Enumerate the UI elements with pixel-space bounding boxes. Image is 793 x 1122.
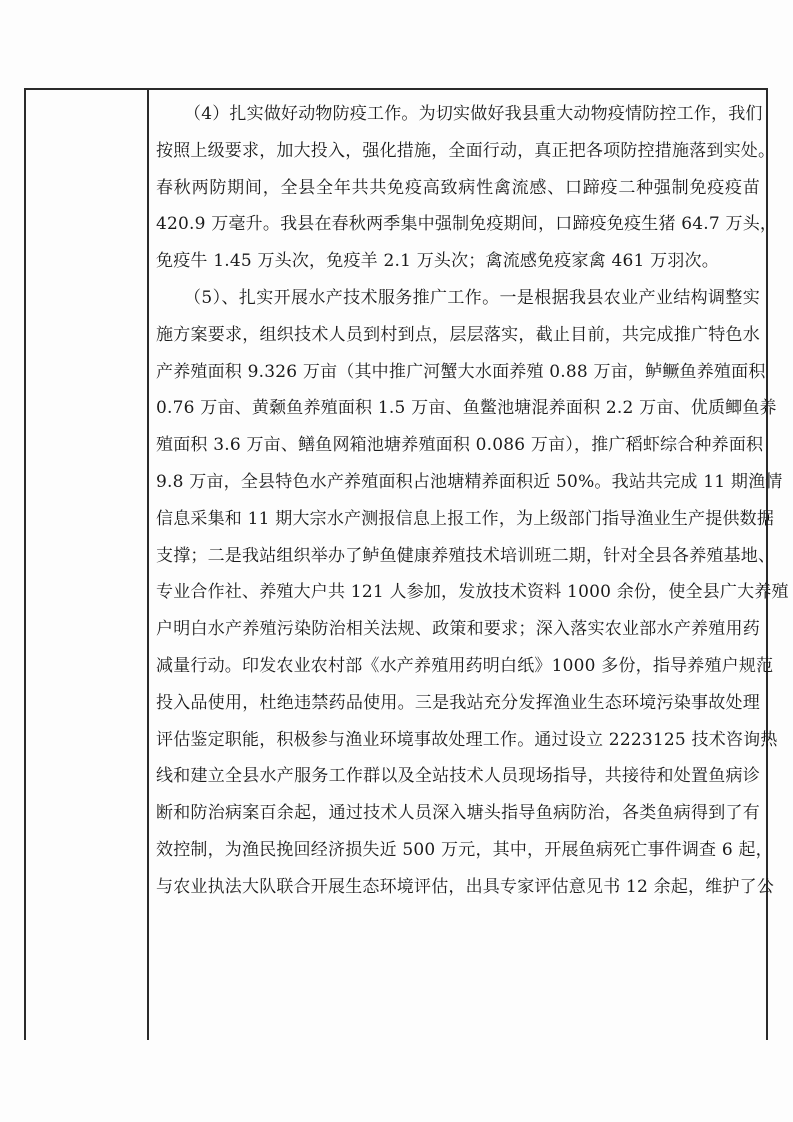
text-line: 免疫牛 1.45 万头次，免疫羊 2.1 万头次；禽流感免疫家禽 461 万羽次。 xyxy=(156,251,719,272)
text-line: 春秋两防期间，全县全年共共免疫高致病性禽流感、口蹄疫二种强制免疫疫苗 xyxy=(156,177,760,198)
text-line: 断和防治病案百余起，通过技术人员深入塘头指导鱼病防治，各类鱼病得到了有 xyxy=(156,803,760,824)
text-line: 420.9 万毫升。我县在春秋两季集中强制免疫期间，口蹄疫免疫生猪 64.7 万头， xyxy=(156,214,778,235)
text-line: 殖面积 3.6 万亩、鳝鱼网箱池塘养殖面积 0.086 万亩），推广稻虾综合种养面积 xyxy=(156,435,764,456)
text-line: 信息采集和 11 期大宗水产测报信息上报工作，为上级部门指导渔业生产提供数据 xyxy=(156,508,775,529)
text-line: 0.76 万亩、黄颡鱼养殖面积 1.5 万亩、鱼鳖池塘混养面积 2.2 万亩、优质鲫鱼养 xyxy=(156,398,777,419)
text-line: 户明白水产养殖污染防治相关法规、政策和要求；深入落实农业部水产养殖用药 xyxy=(156,619,760,640)
text-line: （4）扎实做好动物防疫工作。为切实做好我县重大动物疫情防控工作，我们 xyxy=(184,104,763,124)
text-line: 按照上级要求，加大投入，强化措施，全面行动，真正把各项防控措施落到实处。 xyxy=(156,140,776,161)
text-line: 与农业执法大队联合开展生态环境评估，出具专家评估意见书 12 余起，维护了公 xyxy=(156,876,775,897)
text-line: 效控制，为渔民挽回经济损失近 500 万元，其中，开展鱼病死亡事件调查 6 起， xyxy=(156,839,773,860)
text-line: 专业合作社、养殖大户共 121 人参加，发放技术资料 1000 余份，使全县广大养殖 xyxy=(156,582,789,603)
text-line: 评估鉴定职能，积极参与渔业环境事故处理工作。通过设立 2223125 技术咨询热 xyxy=(156,729,778,750)
text-line: 施方案要求，组织技术人员到村到点，层层落实，截止目前，共完成推广特色水 xyxy=(156,324,760,345)
table-label-cell xyxy=(26,90,146,1040)
text-line: 产养殖面积 9.326 万亩（其中推广河蟹大水面养殖 0.88 万亩，鲈鳜鱼养殖面积 xyxy=(156,361,766,382)
text-line: 支撑；二是我站组织举办了鲈鱼健康养殖技术培训班二期，针对全县各养殖基地、 xyxy=(156,545,776,566)
text-line: 投入品使用，杜绝违禁药品使用。三是我站充分发挥渔业生态环境污染事故处理 xyxy=(156,692,760,713)
text-line: （5）、扎实开展水产技术服务推广工作。一是根据我县农业产业结构调整实 xyxy=(184,287,760,308)
table-content-cell xyxy=(156,96,789,906)
text-line: 9.8 万亩，全县特色水产养殖面积占池塘精养面积近 50%。我站共完成 11 期渔情 xyxy=(156,471,783,492)
table-column-divider xyxy=(147,88,149,1040)
text-line: 线和建立全县水产服务工作群以及全站技术人员现场指导，共接待和处置鱼病诊 xyxy=(156,766,760,787)
text-line: 减量行动。印发农业农村部《水产养殖用药明白纸》1000 多份，指导养殖户规范 xyxy=(156,655,774,676)
